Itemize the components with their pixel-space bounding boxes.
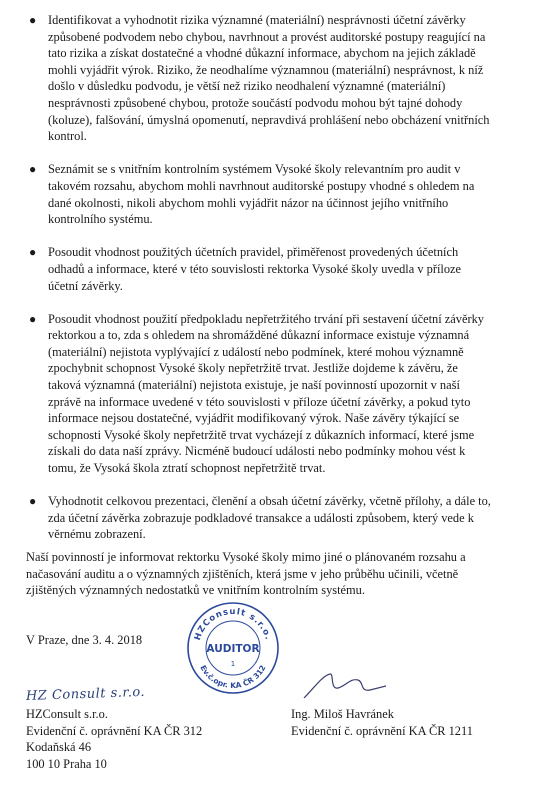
list-item bbox=[26, 493, 520, 543]
list-item bbox=[26, 244, 520, 294]
text-line: nesprávnosti způsobené chybou, protože součástí podvodu mohou být tajné dohody bbox=[48, 95, 463, 110]
stamp-center-text: AUDITOR bbox=[206, 643, 260, 655]
text-line: Posoudit vhodnost použití předpokladu nepřetržitého trvání při sestavení účetní závěrky bbox=[48, 311, 484, 326]
text-line: kontrolního systému. bbox=[48, 212, 153, 227]
text-line: došlo v důsledku podvodu, je větší než riziko neodhalení významné (materiální) bbox=[48, 79, 446, 94]
handwritten-signature: HZ Consult s.r.o. bbox=[25, 684, 146, 704]
text-line: Naší povinností je informovat rektorku Vysoké školy mimo jiné o plánovaném rozsahu a bbox=[26, 550, 466, 564]
list-item bbox=[26, 12, 520, 145]
text-line: Posoudit vhodnost použitých účetních pravidel, přiměřenost provedených účetních bbox=[48, 245, 459, 260]
text-line: taková významná (materiální) nejistota existuje, je naší povinností upozornit v naší bbox=[48, 378, 460, 393]
text-line: tomu, že Vysoká škola ztratí schopnost nepřetržitě trvat. bbox=[48, 461, 326, 476]
text-line: (koluze), falšování, úmyslná opomenutí, nepravdivá prohlášení nebo obcházení vnitřních bbox=[48, 112, 490, 127]
date-line: V Praze, dne 3. 4. 2018 bbox=[26, 633, 143, 647]
list-item bbox=[26, 311, 520, 477]
stamp-number: 1 bbox=[230, 660, 236, 668]
stamp-top-text: HZConsult s.r.o. bbox=[192, 607, 274, 642]
text-line: mohli vyjádřit výrok. Riziko, že neodhalíme významnou (materiální) nesprávnost, k níž bbox=[48, 62, 484, 77]
signature-scribble-icon bbox=[300, 668, 390, 709]
text-line: dané okolnosti, nikoli abychom mohli vyjádřit názor na účinnost jejího vnitřního bbox=[48, 195, 449, 210]
company-name: HZConsult s.r.o. bbox=[26, 707, 108, 721]
text-line: Vyhodnotit celkovou prezentaci, členění a obsah účetní závěrky, včetně přílohy, a dále to, bbox=[48, 494, 491, 509]
text-line: odhadů a informace, které v této souvislosti rektorka Vysoké školy uvedla v příloze bbox=[48, 261, 462, 276]
text-line: účetní závěrky. bbox=[48, 278, 123, 293]
text-line: Seznámit se s vnitřním kontrolním systémem Vysoké školy relevantním pro audit v bbox=[48, 162, 461, 177]
audit-responsibilities-list bbox=[26, 12, 520, 560]
bullet-icon: ● bbox=[29, 494, 37, 509]
city-address: 100 10 Praha 10 bbox=[26, 756, 107, 771]
right-signature-block bbox=[291, 706, 473, 739]
bullet-icon: ● bbox=[29, 13, 37, 27]
left-signature-block bbox=[25, 684, 203, 772]
text-line: věrnému zobrazení. bbox=[48, 527, 146, 542]
text-line: informace nejsou dostatečné, vyjádřit modifikovaný výrok. Naše závěry týkající se bbox=[48, 411, 460, 426]
text-line: kontrol. bbox=[48, 129, 87, 144]
list-item bbox=[26, 161, 520, 227]
street-address: Kodaňská 46 bbox=[26, 740, 92, 755]
text-line: tato rizika a získat dostatečné a vhodné důkazní informace, abychom na jejich základě bbox=[48, 46, 476, 61]
text-line: zjištěných významných nedostatků ve vnitřním kontrolním systému. bbox=[26, 583, 365, 598]
text-line: zprávě na informace uvedené v této souvislosti v příloze účetní závěrky, a pokud tyto bbox=[48, 394, 471, 409]
text-line: zda účetní závěrka zobrazuje podkladové transakce a události způsobem, který vede k bbox=[48, 510, 474, 525]
text-line: získali do data naší zprávy. Nicméně budoucí události nebo podmínky mohou vést k bbox=[48, 444, 466, 459]
text-line: Identifikovat a vyhodnotit rizika významné (materiální) nesprávnosti účetní závěrky bbox=[48, 13, 466, 27]
auditor-license-number: Evidenční č. oprávnění KA ČR 1211 bbox=[291, 723, 473, 738]
closing-paragraph bbox=[26, 549, 520, 599]
text-line: způsobené podvodem nebo chybou, navrhnout a provést auditorské postupy reagující na bbox=[48, 29, 486, 44]
stamp-bottom-text: Ev.č.opr. KA ČR 312 bbox=[198, 663, 268, 690]
license-number: Evidenční č. oprávnění KA ČR 312 bbox=[26, 723, 203, 738]
text-line: načasování auditu a o významných zjištěních, která jsme v jeho průběhu učinili, včetně bbox=[26, 566, 459, 581]
text-line: (materiální) nejistota vyplývající z událostí nebo podmínek, které mohou významně bbox=[48, 344, 464, 359]
bullet-icon: ● bbox=[29, 162, 37, 177]
text-line: takovém rozsahu, abychom mohli navrhnout auditorské postupy vhodné s ohledem na bbox=[48, 178, 475, 193]
text-line: rektorkou a to, zda s ohledem na shromážděné důkazní informace existuje významná bbox=[48, 328, 470, 343]
bullet-icon: ● bbox=[29, 245, 37, 260]
text-line: schopnosti Vysoké školy nepřetržitě trvat vycházejí z důkazních informací, které jsme bbox=[48, 427, 475, 442]
bullet-icon: ● bbox=[29, 311, 37, 326]
text-line: zpochybnit schopnost Vysoké školy nepřetržitě trvat. Jestliže dojdeme k závěru, že bbox=[48, 361, 458, 376]
auditor-name: Ing. Miloš Havránek bbox=[291, 707, 394, 721]
